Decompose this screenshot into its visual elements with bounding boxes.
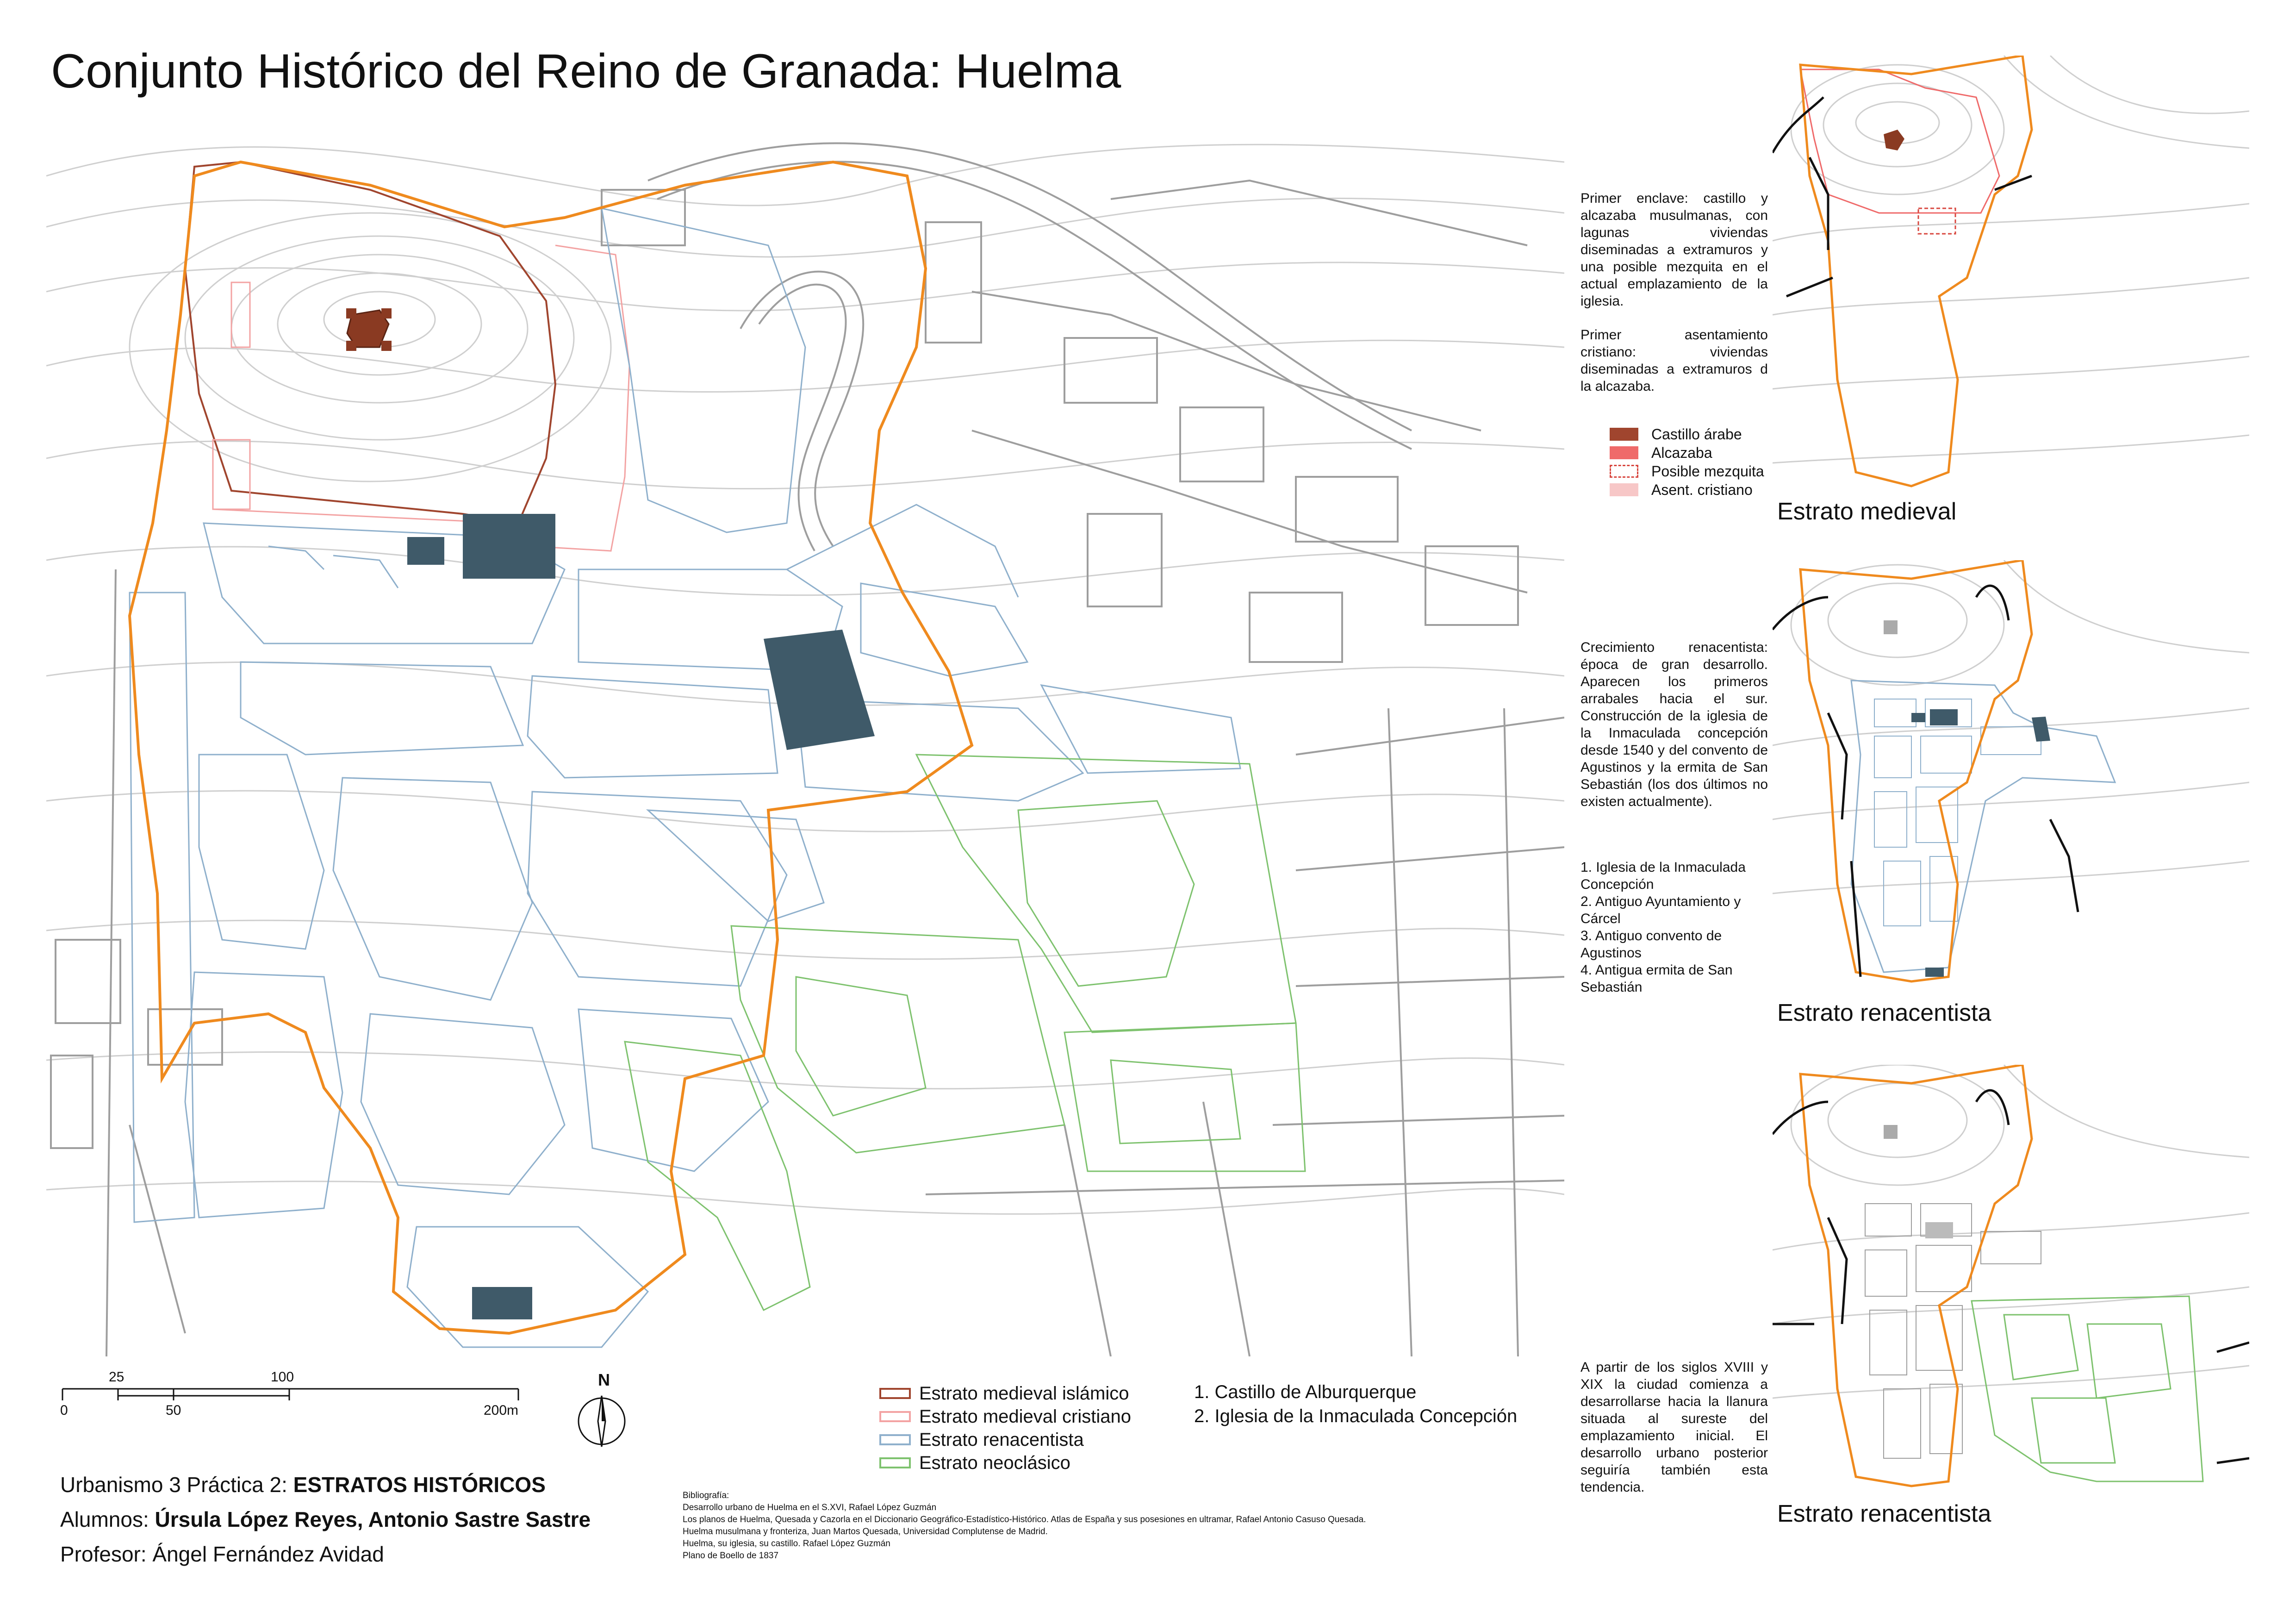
renaissance-blocks bbox=[130, 208, 1240, 1347]
legend-swatch bbox=[879, 1434, 911, 1445]
monument-list bbox=[1194, 1382, 1517, 1430]
legend-christian: Asent. cristiano bbox=[1610, 481, 1764, 499]
legend-item-neoclassical bbox=[879, 1451, 1131, 1474]
scale-label-100: 100 bbox=[271, 1369, 294, 1385]
bibliography-entry: Desarrollo urbano de Huelma en el S.XVI, Rafael López Guzmán bbox=[683, 1503, 937, 1512]
monument-item: 1. Castillo de Alburquerque bbox=[1194, 1382, 1417, 1402]
bibliography-entry: Huelma, su iglesia, su castillo. Rafael López Guzmán bbox=[683, 1539, 890, 1549]
monument-church bbox=[764, 630, 875, 750]
christian-settlement bbox=[213, 245, 629, 551]
legend-item-christian bbox=[879, 1405, 1131, 1428]
renaissance-text: Crecimiento renacentista: época de gran desarrollo. Aparecen los primeros arrabales hacia el sur. Construcción de la iglesia de la Inmaculada concepción desde 1540 y del convento de Agustinos y la ermita de San Sebastián (los dos últimos no existen actualmente). bbox=[1580, 640, 1768, 809]
legend-label: Estrato neoclásico bbox=[919, 1452, 1070, 1473]
legend-swatch bbox=[879, 1388, 911, 1399]
later-text: A partir de los siglos XVIII y XIX la ciudad comienza a desarrollarse hacia la llanura situada al sureste del emplazamiento inicial. El desarrollo urbano posterior seguiría también esta tendencia. bbox=[1580, 1360, 1768, 1495]
legend-swatch bbox=[879, 1411, 911, 1422]
professor-line: Profesor: Ángel Fernández Avidad bbox=[60, 1542, 384, 1566]
monument-block-2 bbox=[463, 514, 555, 579]
bibliography-entry: Plano de Boello de 1837 bbox=[683, 1551, 779, 1561]
renaissance-list-item: 2. Antiguo Ayuntamiento y Cárcel bbox=[1580, 894, 1741, 926]
students-line bbox=[60, 1507, 591, 1532]
strata-legend bbox=[879, 1382, 1131, 1474]
monument-hermitage bbox=[472, 1287, 532, 1319]
medieval-text-1: Primer enclave: castillo y alcazaba musulmanas, con lagunas viviendas diseminadas a extramuros y una posible mezquita en el actual emplazamiento de la iglesia. bbox=[1580, 191, 1768, 309]
renaissance-list-item: 3. Antiguo convento de Agustinos bbox=[1580, 928, 1722, 961]
students-prefix: Alumnos: bbox=[60, 1507, 155, 1531]
legend-swatch bbox=[879, 1457, 911, 1468]
renaissance-list-item: 4. Antigua ermita de San Sebastián bbox=[1580, 962, 1733, 995]
castle-icon bbox=[346, 308, 392, 351]
scale-label-50: 50 bbox=[166, 1403, 181, 1418]
page-title: Conjunto Histórico del Reino de Granada: Huelma bbox=[51, 44, 1121, 98]
course-line bbox=[60, 1472, 546, 1497]
legend-item-islamic bbox=[879, 1382, 1131, 1405]
legend-castle: Castillo árabe bbox=[1610, 425, 1764, 443]
north-label: N bbox=[598, 1370, 610, 1389]
later-minimap bbox=[1773, 1065, 2249, 1509]
legend-mosque: Posible mezquita bbox=[1610, 462, 1764, 481]
monument-block-1 bbox=[407, 537, 444, 565]
medieval-legend bbox=[1610, 425, 1764, 499]
renaissance-minimap bbox=[1773, 560, 2249, 986]
neoclassical-blocks bbox=[625, 755, 1305, 1310]
medieval-description bbox=[1580, 190, 1768, 412]
practice-title: ESTRATOS HISTÓRICOS bbox=[293, 1473, 546, 1497]
later-description bbox=[1580, 1359, 1768, 1512]
renaissance-description bbox=[1580, 639, 1768, 827]
legend-label: Estrato medieval islámico bbox=[919, 1383, 1129, 1404]
later-caption: Estrato renacentista bbox=[1777, 1500, 1991, 1527]
monument-item: 2. Iglesia de la Inmaculada Concepción bbox=[1194, 1406, 1518, 1426]
legend-label: Estrato renacentista bbox=[919, 1429, 1084, 1450]
scale-bar bbox=[60, 1369, 523, 1426]
scale-label-200m: 200m bbox=[484, 1403, 519, 1418]
monuments bbox=[407, 514, 875, 1319]
scale-label-0: 0 bbox=[60, 1403, 68, 1418]
bibliography bbox=[683, 1490, 1366, 1562]
medieval-caption: Estrato medieval bbox=[1777, 498, 1957, 525]
students-names: Úrsula López Reyes, Antonio Sastre Sastre bbox=[155, 1507, 591, 1531]
legend-item-renaissance bbox=[879, 1428, 1131, 1451]
bibliography-entry: Los planos de Huelma, Quesada y Cazorla en el Diccionario Geográfico-Estadístico-Histórico. Atlas de España y sus posesiones en ultramar, Rafael Antonio Casuso Quesada. bbox=[683, 1515, 1366, 1524]
main-map bbox=[46, 106, 1564, 1356]
medieval-minimap bbox=[1773, 56, 2249, 509]
renaissance-caption: Estrato renacentista bbox=[1777, 999, 1991, 1026]
renaissance-list bbox=[1580, 859, 1768, 996]
renaissance-list-item: 1. Iglesia de la Inmaculada Concepción bbox=[1580, 860, 1746, 892]
course-label: Urbanismo 3 Práctica 2: bbox=[60, 1473, 293, 1497]
bibliography-entry: Huelma musulmana y fronteriza, Juan Martos Quesada, Universidad Complutense de Madrid. bbox=[683, 1527, 1048, 1537]
legend-alcazaba: Alcazaba bbox=[1610, 443, 1764, 462]
scale-label-25: 25 bbox=[109, 1369, 124, 1385]
medieval-text-2: Primer asentamiento cristiano: viviendas diseminadas a extramuros d la alcazaba. bbox=[1580, 327, 1768, 394]
bibliography-heading: Bibliografía: bbox=[683, 1491, 729, 1500]
legend-label: Estrato medieval cristiano bbox=[919, 1406, 1131, 1427]
north-arrow-icon bbox=[574, 1370, 639, 1449]
